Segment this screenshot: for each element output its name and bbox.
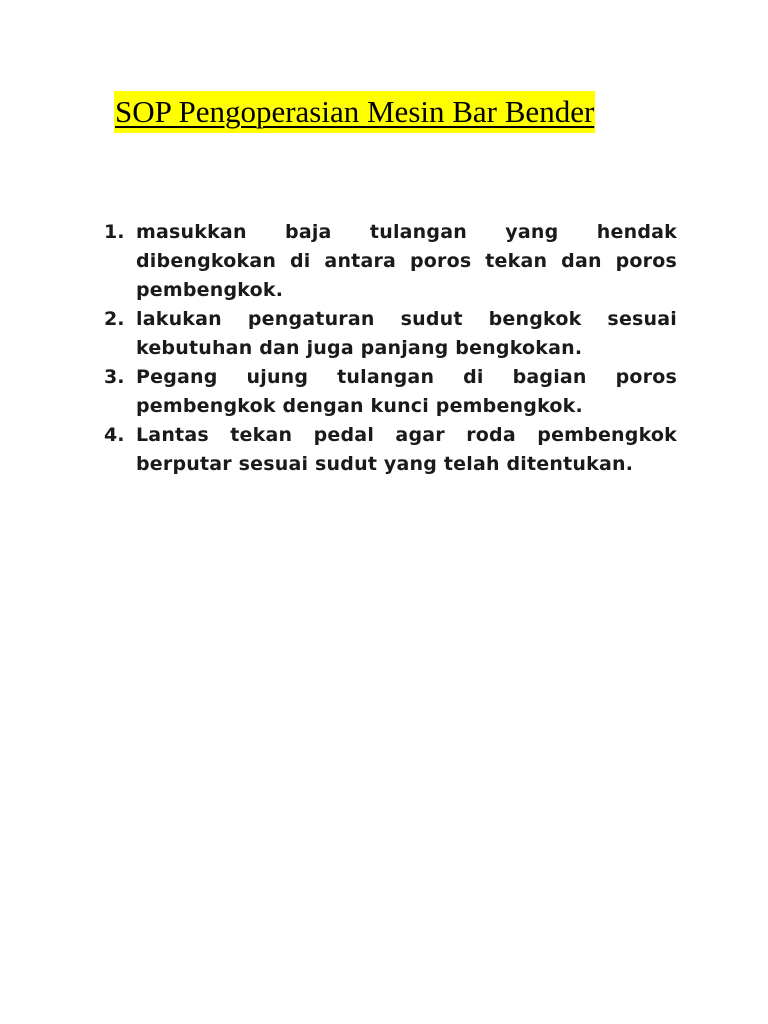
step-text: Pegang ujung tulangan di bagian poros pembengkok dengan kunci pembengkok. [136, 366, 677, 417]
sop-step-1 [104, 218, 677, 305]
step-number: 3. [104, 366, 125, 388]
step-text: lakukan pengaturan sudut bengkok sesuai kebutuhan dan juga panjang bengkokan. [136, 308, 677, 359]
sop-step-2 [104, 305, 677, 363]
step-number: 2. [104, 308, 125, 330]
sop-step-3 [104, 363, 677, 421]
step-number: 4. [104, 424, 125, 446]
step-number: 1. [104, 221, 125, 243]
sop-step-4 [104, 421, 677, 479]
step-text: masukkan baja tulangan yang hendak dibengkokan di antara poros tekan dan poros pembengkok. [136, 221, 677, 301]
sop-steps-list [104, 218, 677, 479]
document-title: SOP Pengoperasian Mesin Bar Bender [114, 91, 595, 133]
step-text: Lantas tekan pedal agar roda pembengkok berputar sesuai sudut yang telah ditentukan. [136, 424, 677, 475]
